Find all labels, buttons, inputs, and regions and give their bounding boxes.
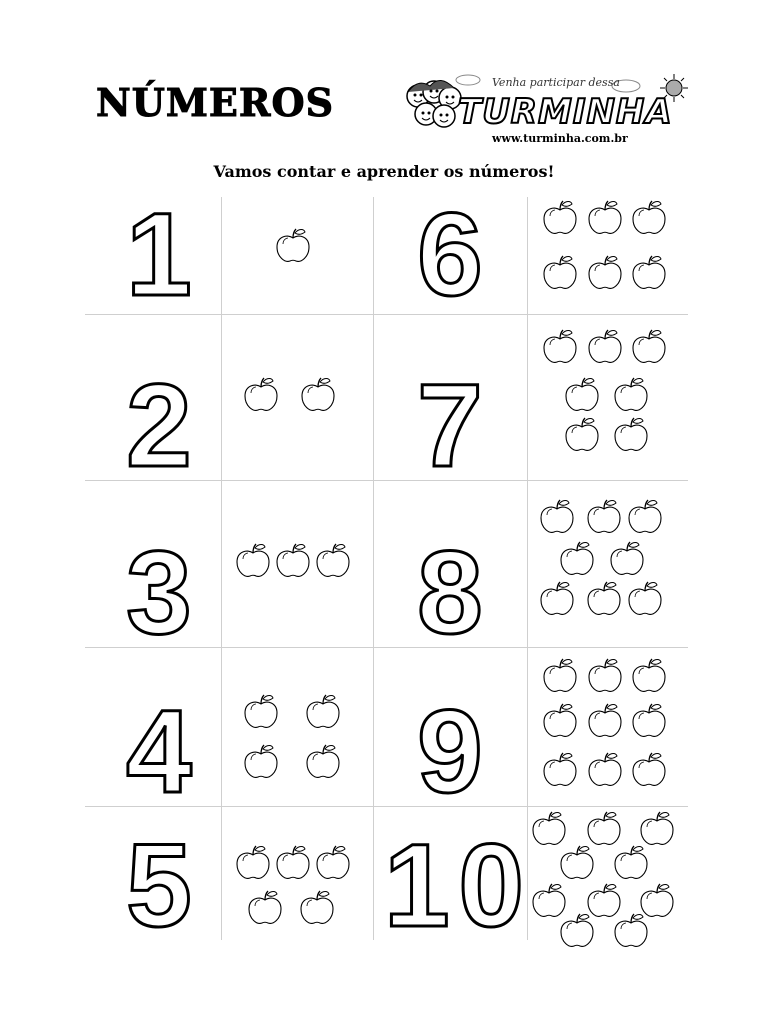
apple-icon [615,378,647,410]
apple-icon [566,418,598,450]
apple-icon [589,201,621,233]
outlined-number: 1 [126,189,192,321]
apple-icon [589,753,621,785]
apple-icon [245,378,277,410]
apple-group-4 [221,647,373,806]
apple-icon [249,891,281,923]
number-cell-4 [85,647,221,818]
apple-icon [307,745,339,777]
outlined-number: 5 [126,820,192,952]
apple-icon [544,753,576,785]
apple-icon [307,695,339,727]
logo-name: TURMINHA [458,92,673,132]
apple-group-7 [527,314,688,480]
apple-icon [277,544,309,576]
apple-icon [245,695,277,727]
outlined-number: 6 [417,189,483,321]
apple-icon [245,745,277,777]
apple-icon [544,659,576,691]
page-title: NÚMEROS [96,80,335,125]
apple-icon [541,500,573,532]
apple-icon [589,659,621,691]
number-cell-5 [85,806,221,952]
apple-icon [544,330,576,362]
apple-icon [541,582,573,614]
apple-group-5 [221,806,373,940]
apple-icon [561,846,593,878]
turminha-logo [396,72,696,152]
outlined-number: 9 [417,686,483,818]
apple-icon [633,330,665,362]
apple-icon [641,884,673,916]
apple-icon [611,542,643,574]
apple-icon [561,542,593,574]
number-cell-6 [373,189,527,321]
subtitle: Vamos contar e aprender os números! [213,162,555,181]
apple-icon [629,582,661,614]
apple-icon [588,582,620,614]
apple-icon [629,500,661,532]
apple-icon [277,229,309,261]
logo-url: www.turminha.com.br [492,132,628,145]
apple-icon [277,846,309,878]
apple-icon [589,330,621,362]
apple-group-1 [221,197,373,314]
outlined-number: 3 [126,527,192,659]
apple-group-10 [527,806,688,940]
outlined-number: 10 [384,820,524,952]
apple-icon [544,201,576,233]
number-cell-3 [85,480,221,659]
apple-icon [566,378,598,410]
apple-icon [615,914,647,946]
apple-icon [302,378,334,410]
apple-icon [633,704,665,736]
apple-icon [533,884,565,916]
apple-icon [561,914,593,946]
number-cell-1 [85,189,221,321]
apple-icon [589,256,621,288]
number-cell-10 [373,806,527,952]
outlined-number: 7 [417,360,483,492]
apple-group-8 [527,480,688,647]
apple-group-3 [221,480,373,647]
apple-icon [301,891,333,923]
outlined-number: 2 [126,360,192,492]
number-cell-7 [373,314,527,492]
outlined-number: 8 [417,527,483,659]
number-cell-8 [373,480,527,659]
apple-group-2 [221,314,373,480]
apple-icon [633,659,665,691]
apple-icon [588,812,620,844]
counting-grid [85,189,688,952]
apple-icon [544,704,576,736]
apple-icon [615,846,647,878]
outlined-number: 4 [126,686,192,818]
apple-group-6 [527,197,688,314]
apple-icon [588,884,620,916]
apple-icon [633,201,665,233]
apple-icon [641,812,673,844]
apple-icon [317,846,349,878]
apple-icon [633,753,665,785]
logo-tagline: Venha participar dessa [492,76,620,89]
apple-icon [633,256,665,288]
apple-icon [615,418,647,450]
apple-icon [589,704,621,736]
apple-icon [533,812,565,844]
number-cell-2 [85,314,221,492]
number-cell-9 [373,647,527,818]
apple-group-9 [527,647,688,806]
apple-icon [237,544,269,576]
apple-icon [237,846,269,878]
apple-icon [544,256,576,288]
apple-icon [588,500,620,532]
apple-icon [317,544,349,576]
